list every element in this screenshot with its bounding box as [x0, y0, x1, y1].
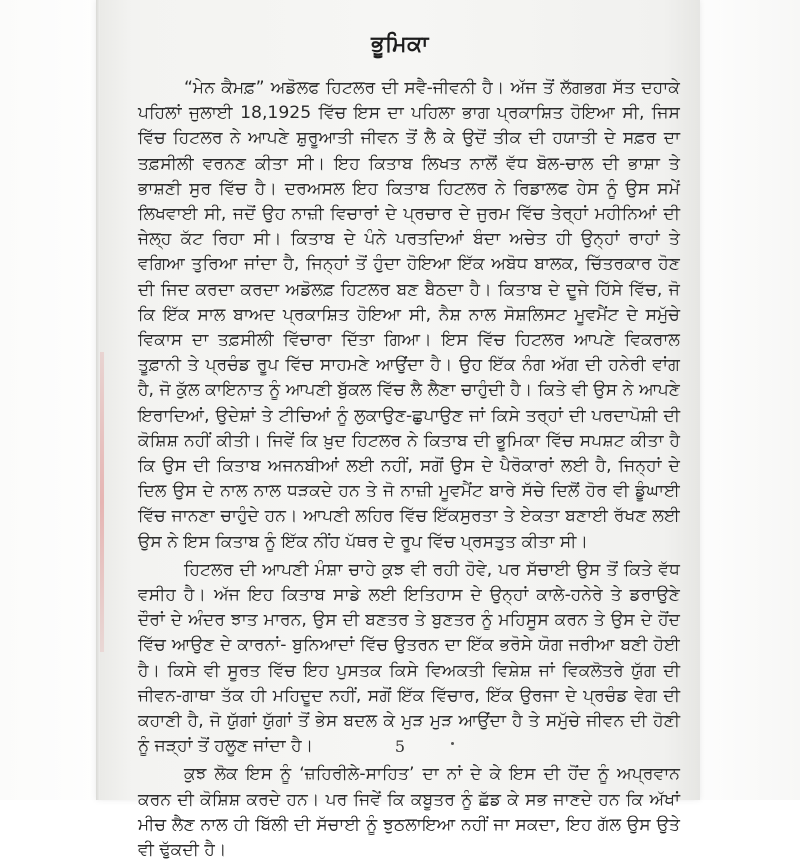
page-number: 5: [394, 737, 406, 756]
spine-shadow: [100, 352, 104, 652]
page-heading: ਭੂਮਿਕਾ: [371, 32, 429, 57]
paragraph-2: ਹਿਟਲਰ ਦੀ ਆਪਣੀ ਮੰਸ਼ਾ ਚਾਹੇ ਕੁਝ ਵੀ ਰਹੀ ਹੋਵੇ, ਪਰ ਸੱਚਾਈ ਉਸ ਤੋਂ ਕਿਤੇ ਵੱਧ ਵਸੀਹ ਹੈ। ਅੱਜ ਇਹ ਕਿਤਾਬ ਸਾਡੇ ਲਈ ਇਤਿਹਾਸ ਦੇ ਉਨ੍ਹਾਂ ਕਾਲੇ-ਹਨੇਰੇ ਤੇ ਡਰਾਉਣੇ ਦੌਰਾਂ ਦੇ ਅੰਦਰ ਝਾਤ ਮਾਰਨ, ਉਸ ਦੀ ਬਣਤਰ ਤੇ ਬੁਣਤਰ ਨੂੰ ਮਹਿਸੂਸ ਕਰਨ ਤੇ ਉਸ ਦੇ ਹੋਂਦ ਵਿੱਚ ਆਉਣ ਦੇ ਕਾਰਨਾਂ- ਬੁਨਿਆਦਾਂ ਵਿੱਚ ਉਤਰਨ ਦਾ ਇੱਕ ਭਰੋਸੇ ਯੋਗ ਜਰੀਆ ਬਣੀ ਹੋਈ ਹੈ। ਕਿਸੇ ਵੀ ਸੂਰਤ ਵਿੱਚ ਇਹ ਪੁਸਤਕ ਕਿਸੇ ਵਿਅਕਤੀ ਵਿਸ਼ੇਸ਼ ਜਾਂ ਵਿਕਲੋਤਰੇ ਯੁੱਗ ਦੀ ਜੀਵਨ-ਗਾਥਾ ਤੱਕ ਹੀ ਮਹਿਦੂਦ ਨਹੀਂ, ਸਗੋਂ ਇੱਕ ਵਿੱਚਾਰ, ਇੱਕ ਉਰਜਾ ਦੇ ਪ੍ਰਚੰਡ ਵੇਗ ਦੀ ਕਹਾਣੀ ਹੈ, ਜੋ ਯੁੱਗਾਂ ਯੁੱਗਾਂ ਤੋਂ ਭੇਸ ਬਦਲ ਕੇ ਮੁੜ ਮੁੜ ਆਉਂਦਾ ਹੈ ਤੇ ਸਮੁੱਚੇ ਜੀਵਨ ਦੀ ਹੋਣੀ ਨੂੰ ਜੜ੍ਹਾਂ ਤੋਂ ਹਲੂਣ ਜਾਂਦਾ ਹੈ।: [138, 559, 680, 757]
ink-dot: [451, 742, 454, 745]
paragraph-1: “ਮੇਨ ਕੈਮਫ਼” ਅਡੋਲਫ ਹਿਟਲਰ ਦੀ ਸਵੈ-ਜੀਵਨੀ ਹੈ। ਅੱਜ ਤੋਂ ਲੱਗਭਗ ਸੱਤ ਦਹਾਕੇ ਪਹਿਲਾਂ ਜੁਲਾਈ 18,1925 ਵਿੱਚ ਇਸ ਦਾ ਪਹਿਲਾ ਭਾਗ ਪ੍ਰਕਾਸ਼ਿਤ ਹੋਇਆ ਸੀ, ਜਿਸ ਵਿੱਚ ਹਿਟਲਰ ਨੇ ਆਪਣੇ ਸ਼ੁਰੂਆਤੀ ਜੀਵਨ ਤੋਂ ਲੈ ਕੇ ਉਦੋਂ ਤੀਕ ਦੀ ਹਯਾਤੀ ਦੇ ਸਫ਼ਰ ਦਾ ਤਫ਼ਸੀਲੀ ਵਰਨਣ ਕੀਤਾ ਸੀ। ਇਹ ਕਿਤਾਬ ਲਿਖਤ ਨਾਲੋਂ ਵੱਧ ਬੋਲ-ਚਾਲ ਦੀ ਭਾਸ਼ਾ ਤੇ ਭਾਸ਼ਣੀ ਸੁਰ ਵਿੱਚ ਹੈ। ਦਰਅਸਲ ਇਹ ਕਿਤਾਬ ਹਿਟਲਰ ਨੇ ਰਿਡਾਲਫ ਹੇਸ ਨੂੰ ਉਸ ਸਮੇਂ ਲਿਖਵਾਈ ਸੀ, ਜਦੋਂ ਉਹ ਨਾਜ਼ੀ ਵਿਚਾਰਾਂ ਦੇ ਪ੍ਰਚਾਰ ਦੇ ਜੁਰਮ ਵਿੱਚ ਤੇਰ੍ਹਾਂ ਮਹੀਨਿਆਂ ਦੀ ਜੇਲ੍ਹ ਕੱਟ ਰਿਹਾ ਸੀ। ਕਿਤਾਬ ਦੇ ਪੰਨੇ ਪਰਤਦਿਆਂ ਬੰਦਾ ਅਚੇਤ ਹੀ ਉਨ੍ਹਾਂ ਰਾਹਾਂ ਤੇ ਵਗਿਆ ਤੁਰਿਆ ਜਾਂਦਾ ਹੈ, ਜਿਨ੍ਹਾਂ ਤੋਂ ਹੁੰਦਾ ਹੋਇਆ ਇੱਕ ਅਬੋਧ ਬਾਲਕ, ਚਿੱਤਰਕਾਰ ਹੋਣ ਦੀ ਜਿਦ ਕਰਦਾ ਕਰਦਾ ਅਡੋਲਫ਼ ਹਿਟਲਰ ਬਣ ਬੈਠਦਾ ਹੈ। ਕਿਤਾਬ ਦੇ ਦੂਜੇ ਹਿੱਸੇ ਵਿੱਚ, ਜੋ ਕਿ ਇੱਕ ਸਾਲ ਬਾਅਦ ਪ੍ਰਕਾਸ਼ਿਤ ਹੋਇਆ ਸੀ, ਨੈਸ਼ ਨਾਲ ਸੋਸ਼ਲਿਸਟ ਮੂਵਮੈਂਟ ਦੇ ਸਮੁੱਚੇ ਵਿਕਾਸ ਦਾ ਤਫ਼ਸੀਲੀ ਵਿੱਚਾਰਾ ਦਿੱਤਾ ਗਿਆ। ਇਸ ਵਿੱਚ ਹਿਟਲਰ ਆਪਣੇ ਵਿਕਰਾਲ ਤੂਫ਼ਾਨੀ ਤੇ ਪ੍ਰਚੰਡ ਰੂਪ ਵਿੱਚ ਸਾਹਮਣੇ ਆਉਂਦਾ ਹੈ। ਉਹ ਇੱਕ ਨੰਗ ਅੱਗ ਦੀ ਹਨੇਰੀ ਵਾਂਗ ਹੈ, ਜੋ ਕੁੱਲ ਕਾਇਨਾਤ ਨੂੰ ਆਪਣੀ ਬੁੱਕਲ ਵਿੱਚ ਲੈ ਲੈਣਾ ਚਾਹੁੰਦੀ ਹੈ। ਕਿਤੇ ਵੀ ਉਸ ਨੇ ਆਪਣੇ ਇਰਾਦਿਆਂ, ਉਦੇਸ਼ਾਂ ਤੇ ਟੀਚਿਆਂ ਨੂੰ ਲੁਕਾਉਣ-ਛੁਪਾਉਣ ਜਾਂ ਕਿਸੇ ਤਰ੍ਹਾਂ ਦੀ ਪਰਦਾਪੋਸ਼ੀ ਦੀ ਕੋਸ਼ਿਸ਼ ਨਹੀਂ ਕੀਤੀ। ਜਿਵੇਂ ਕਿ ਖ਼ੁਦ ਹਿਟਲਰ ਨੇ ਕਿਤਾਬ ਦੀ ਭੂਮਿਕਾ ਵਿੱਚ ਸਪਸ਼ਟ ਕੀਤਾ ਹੈ ਕਿ ਉਸ ਦੀ ਕਿਤਾਬ ਅਜਨਬੀਆਂ ਲਈ ਨਹੀਂ, ਸਗੋਂ ਉਸ ਦੇ ਪੈਰੋਕਾਰਾਂ ਲਈ ਹੈ, ਜਿਨ੍ਹਾਂ ਦੇ ਦਿਲ ਉਸ ਦੇ ਨਾਲ ਨਾਲ ਧੜਕਦੇ ਹਨ ਤੇ ਜੋ ਨਾਜ਼ੀ ਮੂਵਮੈਂਟ ਬਾਰੇ ਸੱਚੇ ਦਿਲੋਂ ਹੋਰ ਵੀ ਡੂੰਘਾਈ ਵਿੱਚ ਜਾਨਣਾ ਚਾਹੁੰਦੇ ਹਨ। ਆਪਣੀ ਲਹਿਰ ਵਿੱਚ ਇੱਕਸੁਰਤਾ ਤੇ ਏਕਤਾ ਬਣਾਈ ਰੱਖਣ ਲਈ ਉਸ ਨੇ ਇਸ ਕਿਤਾਬ ਨੂੰ ਇੱਕ ਨੀਂਹ ਪੱਥਰ ਦੇ ਰੂਪ ਵਿੱਚ ਪ੍ਰਸਤੁਤ ਕੀਤਾ ਸੀ।: [138, 78, 680, 552]
paragraph-3: ਕੁਝ ਲੋਕ ਇਸ ਨੂੰ ‘ਜ਼ਹਿਰੀਲੇ-ਸਾਹਿਤ’ ਦਾ ਨਾਂ ਦੇ ਕੇ ਇਸ ਦੀ ਹੋਂਦ ਨੂੰ ਅਪ੍ਰਵਾਨ ਕਰਨ ਦੀ ਕੋਸ਼ਿਸ਼ ਕਰਦੇ ਹਨ। ਪਰ ਜਿਵੇਂ ਕਿ ਕਬੂਤਰ ਨੂੰ ਛੱਡ ਕੇ ਸਭ ਜਾਣਦੇ ਹਨ ਕਿ ਅੱਖਾਂ ਮੀਚ ਲੈਣ ਨਾਲ ਹੀ ਬਿੱਲੀ ਦੀ ਸੱਚਾਈ ਨੂੰ ਝੁਠਲਾਇਆ ਨਹੀਂ ਜਾ ਸਕਦਾ, ਇਹ ਗੱਲ ਉਸ ਉਤੇ ਵੀ ਢੁੱਕਦੀ ਹੈ।: [138, 764, 680, 861]
